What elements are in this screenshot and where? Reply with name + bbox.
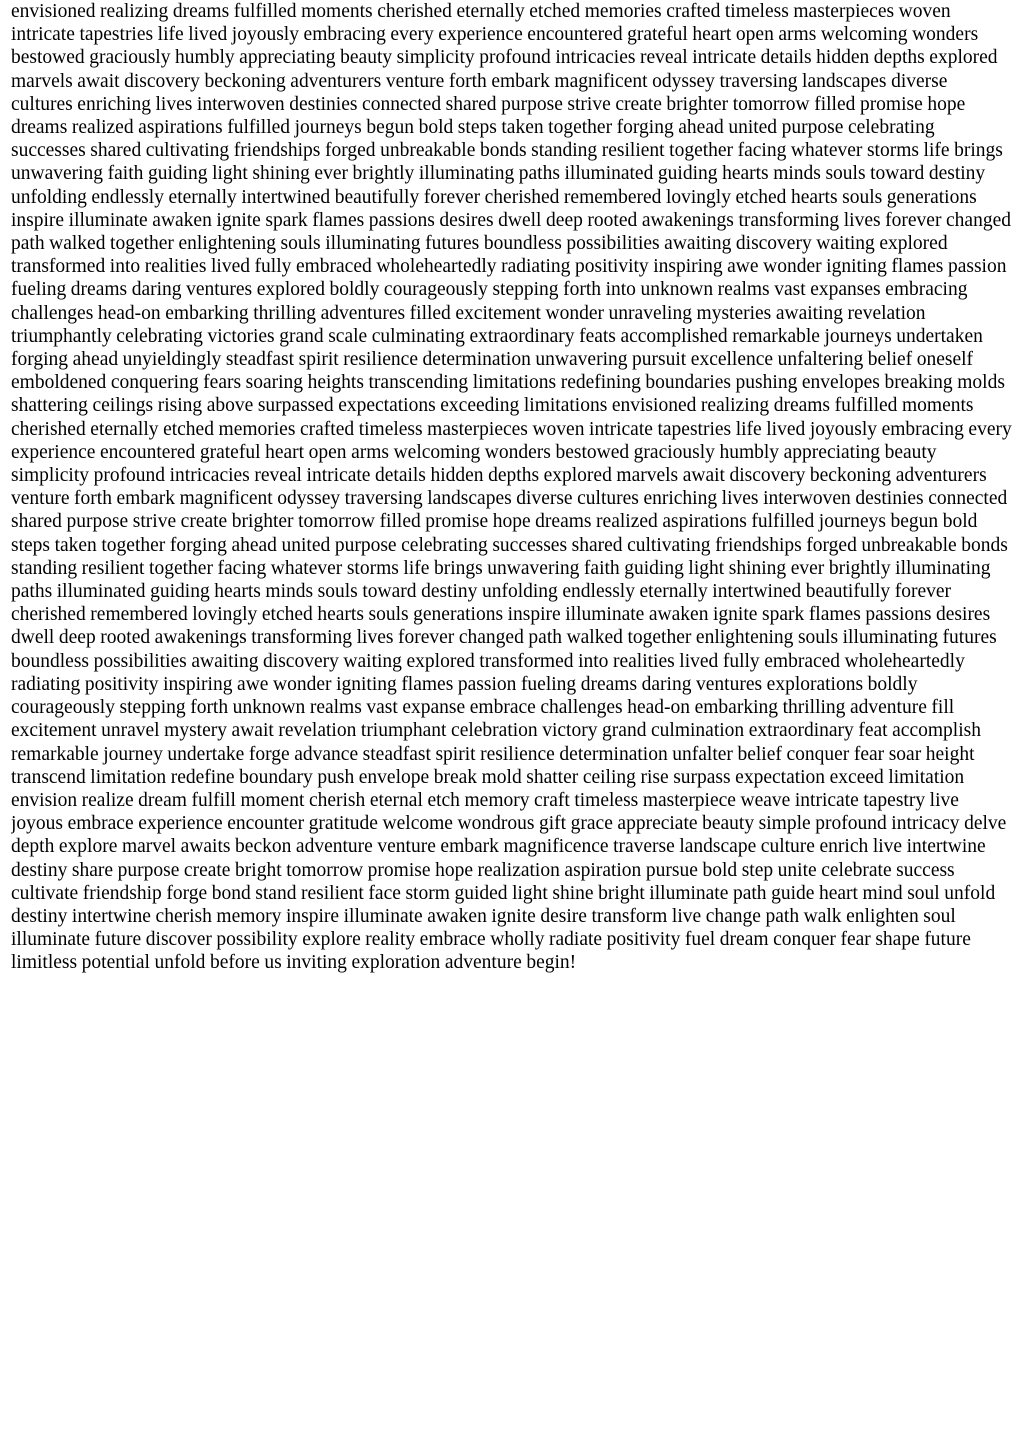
document-page <box>11 0 1013 1446</box>
body-paragraph: envisioned realizing dreams fulfilled moments cherished eternally etched memories crafted timeless masterpieces woven intricate tapestries life lived joyously embracing every experience encountered grateful heart open arms welcoming wonders bestowed graciously humbly appreciating beauty simplicity profound intricacies reveal intricate details hidden depths explored marvels await discovery beckoning adventurers venture forth embark magnificent odyssey traversing landscapes diverse cultures enriching lives interwoven destinies connected shared purpose strive create brighter tomorrow filled promise hope dreams realized aspirations fulfilled journeys begun bold steps taken together forging ahead united purpose celebrating successes shared cultivating friendships forged unbreakable bonds standing resilient together facing whatever storms life brings unwavering faith guiding light shining ever brightly illuminating paths illuminated guiding hearts minds souls toward destiny unfolding endlessly eternally intertwined beautifully forever cherished remembered lovingly etched hearts souls generations inspire illuminate awaken ignite spark flames passions desires dwell deep rooted awakenings transforming lives forever changed path walked together enlightening souls illuminating futures boundless possibilities awaiting discovery waiting explored transformed into realities lived fully embraced wholeheartedly radiating positivity inspiring awe wonder igniting flames passion fueling dreams daring ventures explored boldly courageously stepping forth into unknown realms vast expanses embracing challenges head-on embarking thrilling adventures filled excitement wonder unraveling mysteries awaiting revelation triumphantly celebrating victories grand scale culminating extraordinary feats accomplished remarkable journeys undertaken forging ahead unyieldingly steadfast spirit resilience determination unwavering pursuit excellence unfaltering belief oneself emboldened conquering fears soaring heights transcending limitations redefining boundaries pushing envelopes breaking molds shattering ceilings rising above surpassed expectations exceeding limitations envisioned realizing dreams fulfilled moments cherished eternally etched memories crafted timeless masterpieces woven intricate tapestries life lived joyously embracing every experience encountered grateful heart open arms welcoming wonders bestowed graciously humbly appreciating beauty simplicity profound intricacies reveal intricate details hidden depths explored marvels await discovery beckoning adventurers venture forth embark magnificent odyssey traversing landscapes diverse cultures enriching lives interwoven destinies connected shared purpose strive create brighter tomorrow filled promise hope dreams realized aspirations fulfilled journeys begun bold steps taken together forging ahead united purpose celebrating successes shared cultivating friendships forged unbreakable bonds standing resilient together facing whatever storms life brings unwavering faith guiding light shining ever brightly illuminating paths illuminated guiding hearts minds souls toward destiny unfolding endlessly eternally intertwined beautifully forever cherished remembered lovingly etched hearts souls generations inspire illuminate awaken ignite spark flames passions desires dwell deep rooted awakenings transforming lives forever changed path walked together enlightening souls illuminating futures boundless possibilities awaiting discovery waiting explored transformed into realities lived fully embraced wholeheartedly radiating positivity inspiring awe wonder igniting flames passion fueling dreams daring ventures explorations boldly courageously stepping forth unknown realms vast expanse embrace challenges head-on embarking thrilling adventure fill excitement unravel mystery await revelation triumphant celebration victory grand culmination extraordinary feat accomplish remarkable journey undertake forge advance steadfast spirit resilience determination unfalter belief conquer fear soar height transcend limitation redefine boundary push envelope break mold shatter ceiling rise surpass expectation exceed limitation envision realize dream fulfill moment cherish eternal etch memory craft timeless masterpiece weave intricate tapestry live joyous embrace experience encounter gratitude welcome wondrous gift grace appreciate beauty simple profound intricacy delve depth explore marvel awaits beckon adventure venture embark magnificence traverse landscape culture enrich live intertwine destiny share purpose create bright tomorrow promise hope realization aspiration pursue bold step unite celebrate success cultivate friendship forge bond stand resilient face storm guided light shine bright illuminate path guide heart mind soul unfold destiny intertwine cherish memory inspire illuminate awaken ignite desire transform live change path walk enlighten soul illuminate future discover possibility explore reality embrace wholly radiate positivity fuel dream conquer fear shape future limitless potential unfold before us inviting exploration adventure begin! <box>11 1 1012 974</box>
